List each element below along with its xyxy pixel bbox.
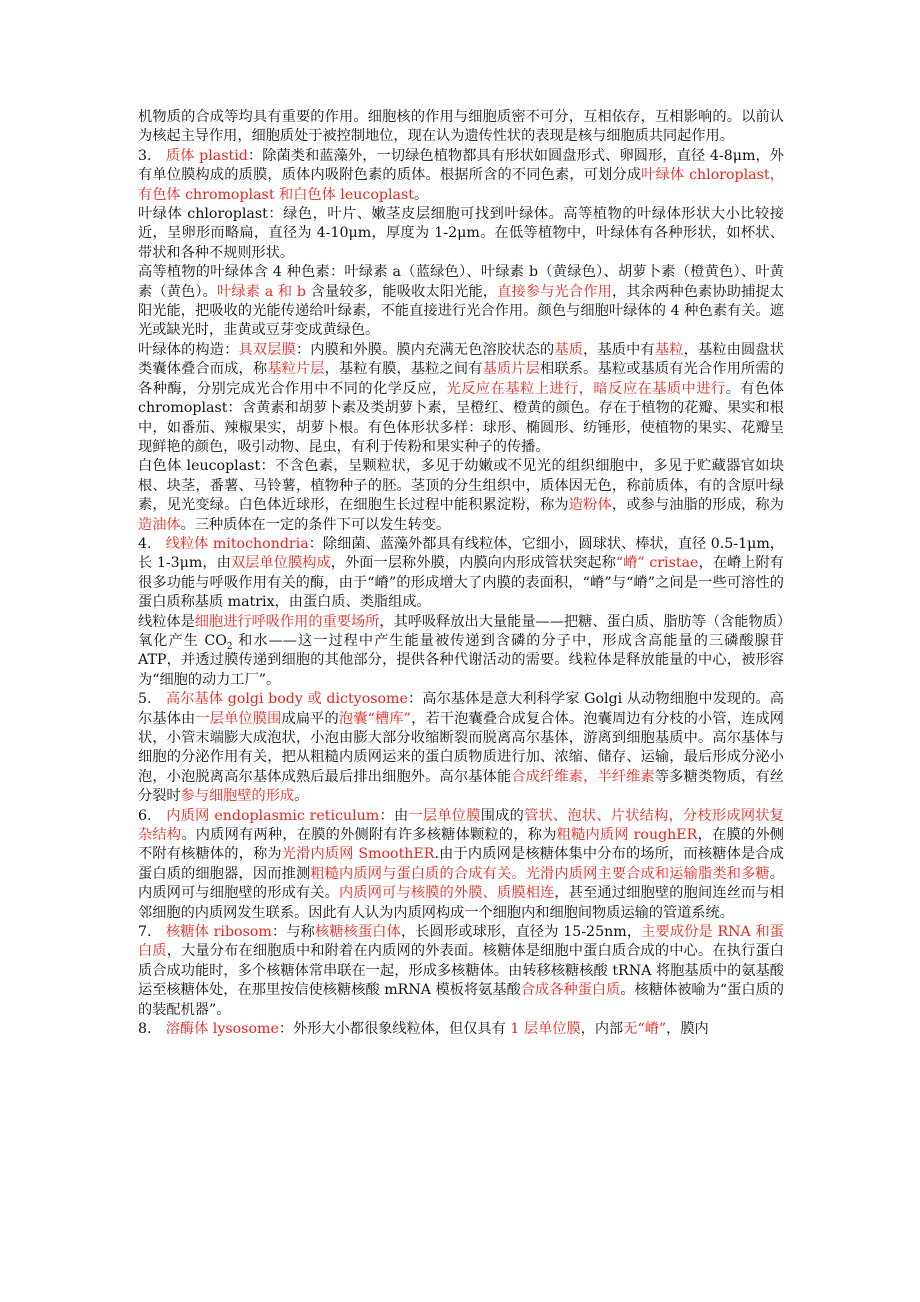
chloroplast-paragraph: 叶绿体 chloroplast：绿色，叶片、嫩茎皮层细胞可找到叶绿体。高等植物的叶绿体形状大小比较接近，呈卵形而略扁，直径为 4-10μm，厚度为 1-2μm。在低等植物中，叶绿体有各种形状，如杯状、带状和各种不规则形状。 bbox=[138, 206, 784, 261]
plastid-paragraph: 3. 质体 plastid：除菌类和蓝藻外，一切绿色植物都具有形状如圆盘形式、卵圆形，直径 4-8μm，外有单位膜构成的质膜，质体内吸附色素的质体。根据所含的不同色素，可划分成叶绿体 chloroplast，有色体 chromoplast 和白色体 leucoplast。 bbox=[138, 147, 784, 203]
term-grana-lamella: 基粒片层 bbox=[267, 361, 325, 378]
term-cell-wall-formation: 参与细胞壁的形成 bbox=[180, 788, 295, 805]
term-photosynthesis: 直接参与光合作用 bbox=[497, 283, 612, 300]
term-er-membrane: 一层单位膜 bbox=[408, 807, 481, 824]
term-respiration-site: 细胞进行呼吸作用的重要场所 bbox=[194, 613, 380, 630]
leucoplast-paragraph: 白色体 leucoplast：不含色素，呈颗粒状，多见于幼嫩或不见光的组织细胞中，多见于贮藏器官如块根、块茎，番薯、马铃薯，植物种子的胚。茎顶的分生组织中，质体因无色，称前质体，有的含原叶绿素，见光变绿。白色体近球形，在细胞生长过程中能积累淀粉，称为造粉体，或参与油脂的形成，称为造油体。三种质体在一定的条件下可以发生转变。 bbox=[138, 458, 784, 533]
lysosome-paragraph: 8. 溶酶体 lysosome：外形大小都很象线粒体，但仅具有 1 层单位膜，内部无“嵴”，膜内 bbox=[138, 1021, 709, 1038]
term-er-connection: 内质网可与核膜的外膜、质膜相连 bbox=[339, 885, 555, 902]
term-single-membrane: 一层单位膜围 bbox=[195, 710, 282, 727]
term-one-membrane: 1 层单位膜 bbox=[510, 1021, 581, 1038]
term-lysosome: 溶酶体 lysosome bbox=[165, 1021, 279, 1038]
term-protein-synthesis: 合成各种蛋白质 bbox=[520, 982, 621, 999]
term-er: 内质网 endoplasmic reticulum bbox=[166, 807, 380, 824]
term-stroma: 基质 bbox=[554, 341, 584, 358]
term-stroma-lamella: 基质片层 bbox=[482, 361, 541, 378]
term-rna-protein: 主要成份是 RNA 和蛋白质 bbox=[138, 924, 784, 960]
term-plastid: 质体 plastid bbox=[165, 147, 248, 164]
term-chlorophyll-a-b: 叶绿素 a 和 b bbox=[217, 283, 306, 300]
term-ribonucleoprotein: 核糖核蛋白体 bbox=[315, 924, 401, 941]
term-smooth-er: 光滑内质网 SmoothER bbox=[281, 846, 435, 863]
term-double-unit-membrane: 双层单位膜构成 bbox=[230, 555, 331, 572]
term-light-dark-reaction: 光反应在基粒上进行，暗反应在基质中进行 bbox=[446, 380, 726, 397]
term-rough-er: 粗糙内质网 roughER bbox=[556, 827, 698, 844]
term-cisternae: 泡囊“槽库” bbox=[338, 710, 411, 727]
mitochondria-paragraph: 4. 线粒体 mitochondria：除细菌、蓝藻外都具有线粒体，它细小，圆球状、棒状，直径 0.5-1μm，长 1-3μm，由双层单位膜构成，外面一层称外膜，内膜向内形成管状突起称“嵴” cristae，在嵴上附有很多功能与呼吸作用有关的酶，由于“嵴”的形成增大了内膜的表面积，“嵴”与“嵴”之间是一些可溶性的蛋白质称基质 matrix，由蛋白质、类脂组成。 bbox=[138, 535, 784, 611]
term-amyloplast: 造粉体 bbox=[568, 497, 612, 514]
term-grana: 基粒 bbox=[654, 341, 684, 358]
golgi-paragraph: 5. 高尔基体 golgi body 或 dictyosome：高尔基体是意大利科学家 Golgi 从动物细胞中发现的。高尔基体由一层单位膜围成扁平的泡囊“槽库”，若干泡囊叠合成复合体。泡囊周边有分枝的小管，连成网状，小管末端膨大成泡状，小泡由膨大部分收缩断裂而脱离高尔基体，游离到细胞基质中。高尔基体与细胞的分泌作用有关，把从粗糙内质网运来的蛋白质物质进行加、浓缩、储存、运输，最后形成分泌小泡，小泡脱离高尔基体成熟后最后排出细胞外。高尔基体能合成纤维素，半纤维素等多糖类物质，有丝分裂时参与细胞壁的形成。 bbox=[138, 691, 784, 805]
term-cellulose: 合成纤维素，半纤维素 bbox=[511, 768, 655, 785]
mitochondria-function-paragraph: 线粒体是细胞进行呼吸作用的重要场所，其呼吸释放出大量能量——把糖、蛋白质、脂肪等（含能物质）氧化产生 $CO_2$ 和水——这一过程中产生能量被传递到含磷的分子中，形成含高能量的三磷酸腺苷 ATP，并透过膜传递到细胞的其他部分，提供各种代谢活动的需要。线粒体是释放能量的中心，被形容为“细胞的动力工厂”。 bbox=[138, 613, 784, 688]
term-cristae: “嵴” cristae bbox=[615, 555, 699, 572]
term-double-membrane: 具双层膜 bbox=[238, 341, 296, 358]
term-ribosome: 核糖体 ribosom bbox=[166, 924, 272, 941]
term-no-cristae: 无“嵴” bbox=[623, 1021, 667, 1038]
term-er-structure: 管状、泡状、片状结构，分枝形成网状复杂结构 bbox=[138, 807, 784, 844]
pigments-paragraph: 高等植物的叶绿体含 4 种色素：叶绿素 a（蓝绿色）、叶绿素 b（黄绿色）、胡萝卜素（橙黄色）、叶黄素（黄色）。叶绿素 a 和 b 含量较多，能吸收太阳光能，直接参与光合作用，其余两种色素协助捕捉太阳光能，把吸收的光能传递给叶绿素，不能直接进行光合作用。颜色与细胞叶绿体的 4 种色素有关。遮光或缺光时，韭黄或豆芽变成黄绿色。 bbox=[138, 264, 784, 339]
term-golgi: 高尔基体 golgi body 或 dictyosome bbox=[165, 691, 408, 708]
term-elaioplast: 造油体 bbox=[138, 516, 181, 533]
chloroplast-structure-paragraph: 叶绿体的构造：具双层膜：内膜和外膜。膜内充满无色溶胶状态的基质，基质中有基粒，基粒由圆盘状类囊体叠合而成，称基粒片层，基粒有膜，基粒之间有基质片层相联系。基粒或基质有光合作用所需的各种酶，分别完成光合作用中不同的化学反应，光反应在基粒上进行，暗反应在基质中进行。有色体 chromoplast：含黄素和胡萝卜素及类胡萝卜素，呈橙红、橙黄的颜色。存在于植物的花瓣、果实和根中，如番茄、辣椒果实，胡萝卜根。有色体形状多样：球形、椭圆形、纺锤形，使植物的果实、花瓣呈现鲜艳的颜色，吸引动物、昆虫，有利于传粉和果实种子的传播。 bbox=[138, 341, 784, 455]
term-er-function: 粗糙内质网与蛋白质的合成有关。光滑内质网主要合成和运输脂类和多糖 bbox=[310, 865, 770, 882]
er-paragraph: 6. 内质网 endoplasmic reticulum：由一层单位膜围成的管状、泡状、片状结构，分枝形成网状复杂结构。内质网有两种，在膜的外侧附有许多核糖体颗粒的，称为粗糙内质网 roughER，在膜的外侧不附有核糖体的，称为光滑内质网 SmoothER.由于内质网是核糖体集中分布的场所，而核糖体是合成蛋白质的细胞器，因而推测粗糙内质网与蛋白质的合成有关。光滑内质网主要合成和运输脂类和多糖。内质网可与细胞壁的形成有关。内质网可与核膜的外膜、质膜相连，甚至通过细胞壁的胞间连丝而与相邻细胞的内质网发生联系。因此有人认为内质网构成一个细胞内和细胞间物质运输的管道系统。 bbox=[138, 807, 784, 921]
term-plastid-types: 叶绿体 chloroplast，有色体 chromoplast 和白色体 leucoplast bbox=[138, 167, 784, 203]
nucleus-continued-paragraph: 机物质的合成等均具有重要的作用。细胞核的作用与细胞质密不可分，互相依存，互相影响的。以前认为核起主导作用，细胞质处于被控制地位，现在认为遗传性状的表现是核与细胞质共同起作用。 bbox=[138, 109, 784, 145]
document-page bbox=[138, 108, 784, 1040]
term-mitochondria: 线粒体 mitochondria bbox=[165, 535, 309, 552]
ribosome-paragraph: 7. 核糖体 ribosom：与称核糖核蛋白体，长圆形或球形，直径为 15-25nm，主要成份是 RNA 和蛋白质，大量分布在细胞质中和附着在内质网的外表面。核糖体是细胞中蛋白质合成的中心。在执行蛋白质合成功能时，多个核糖体常串联在一起，形成多核糖体。由转移核糖核酸 tRNA 将胞基质中的氨基酸运至核糖体处，在那里按信使核糖核酸 mRNA 模板将氨基酸合成各种蛋白质。核糖体被喻为“蛋白质的的装配机器”。 bbox=[138, 924, 784, 1018]
